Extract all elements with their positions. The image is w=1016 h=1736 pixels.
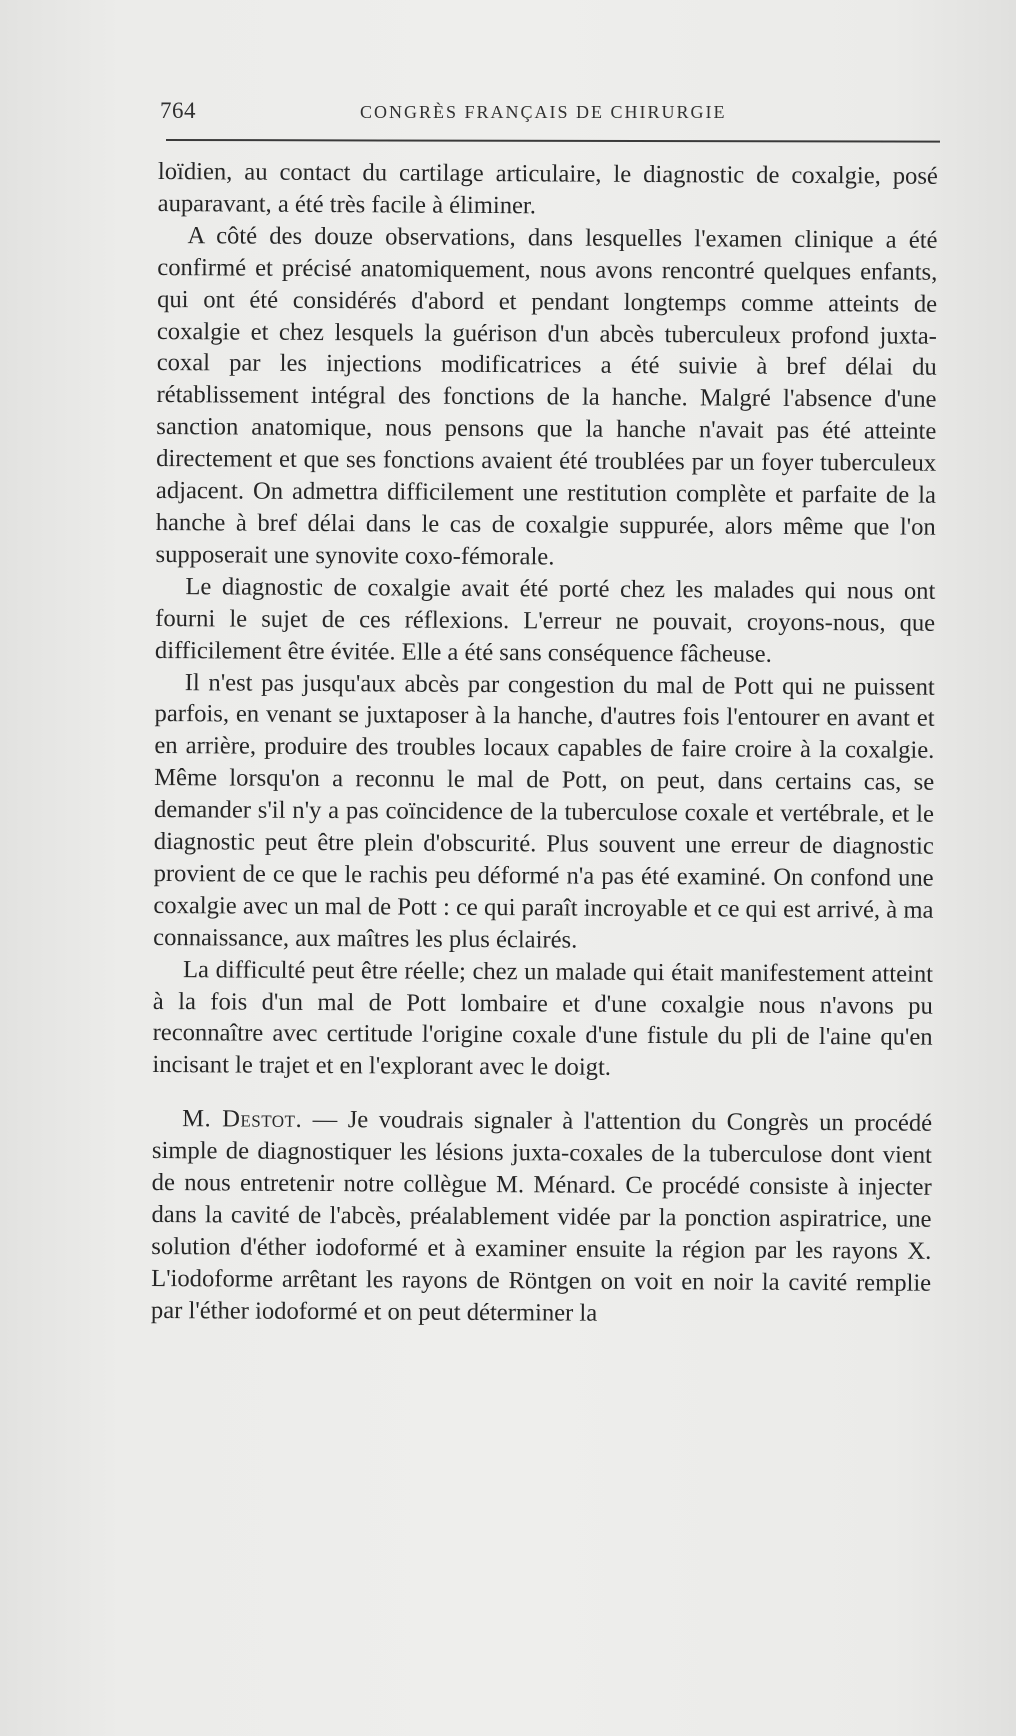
body-text	[151, 156, 938, 1331]
paragraph: Il n'est pas jusqu'aux abcès par congestion du mal de Pott qui ne puissent parfois, en venant se juxtaposer à la hanche, d'autres fois l'entourer en avant et en arrière, produire des troubles locaux capables de faire croire à la coxalgie. Même lorsqu'on a reconnu le mal de Pott, on peut, dans certains cas, se demander s'il n'y a pas coïncidence de la tuberculose coxale et vertébrale, et le diagnostic peut être plein d'obscurité. Plus souvent une erreur de diagnostic provient de ce que le rachis peu déformé n'a pas été examiné. On confond une coxalgie avec un mal de Pott : ce qui paraît incroyable et ce qui est arrivé, à ma connaissance, aux maîtres les plus éclairés.	[153, 668, 935, 954]
running-head: CONGRÈS FRANÇAIS DE CHIRURGIE	[360, 102, 727, 122]
paragraph: La difficulté peut être réelle; chez un malade qui était manifestement atteint à la fois d'un mal de Pott lombaire et d'une coxalgie nous n'avons pu reconnaître avec certitude l'origine coxale d'une fistule du pli de l'aine qu'en incisant le trajet et en l'explorant avec le doigt.	[152, 955, 934, 1082]
page-header	[160, 98, 930, 132]
paragraph-continuation: loïdien, au contact du cartilage articulaire, le diagnostic de coxalgie, posé auparavant, a été très facile à éliminer.	[157, 157, 938, 220]
paragraph: Le diagnostic de coxalgie avait été porté chez les malades qui nous ont fourni le sujet de ces réflexions. L'erreur ne pouvait, croyons-nous, que difficilement être évitée. Elle a été sans conséquence fâcheuse.	[154, 572, 936, 668]
destot-text: — Je voudrais signaler à l'attention du Congrès un procédé simple de diagnostiquer les lésions juxta-coxales de la tuberculose dont vient de nous entretenir notre collègue M. Ménard. Ce procédé consiste à injecter dans la cavité de l'abcès, préalablement vidée par la ponction aspiratrice, une solution d'éther iodoformé et à examiner ensuite la région par les rayons X. L'iodoforme arrêtant les rayons de Röntgen on voit en noir la cavité remplie par l'éther iodoformé et on peut déterminer la	[150, 1106, 933, 1327]
destot-paragraph	[151, 1103, 932, 1331]
speaker-name: M. Destot.	[182, 1105, 303, 1134]
header-rule	[166, 139, 940, 143]
page-number: 764	[160, 98, 196, 123]
paragraph: A côté des douze observations, dans lesquelles l'examen clinique a été confirmé et précisé anatomiquement, nous avons rencontré quelques enfants, qui ont été considérés d'abord et pendant longtemps comme atteints de coxalgie et chez lesquels la guérison d'un abcès tuberculeux profond juxta-coxal par les injections modificatrices a été suivie à bref délai du rétablissement intégral des fonctions de la hanche. Malgré l'absence d'une sanction anatomique, nous pensons que la hanche n'avait pas été atteinte directement et que ses fonctions avaient été troublées par un foyer tuberculeux adjacent. On admettra difficilement une restitution complète et parfaite de la hanche à bref délai dans le cas de coxalgie suppurée, alors même que l'on supposerait une synovite coxo-fémorale.	[155, 221, 938, 571]
